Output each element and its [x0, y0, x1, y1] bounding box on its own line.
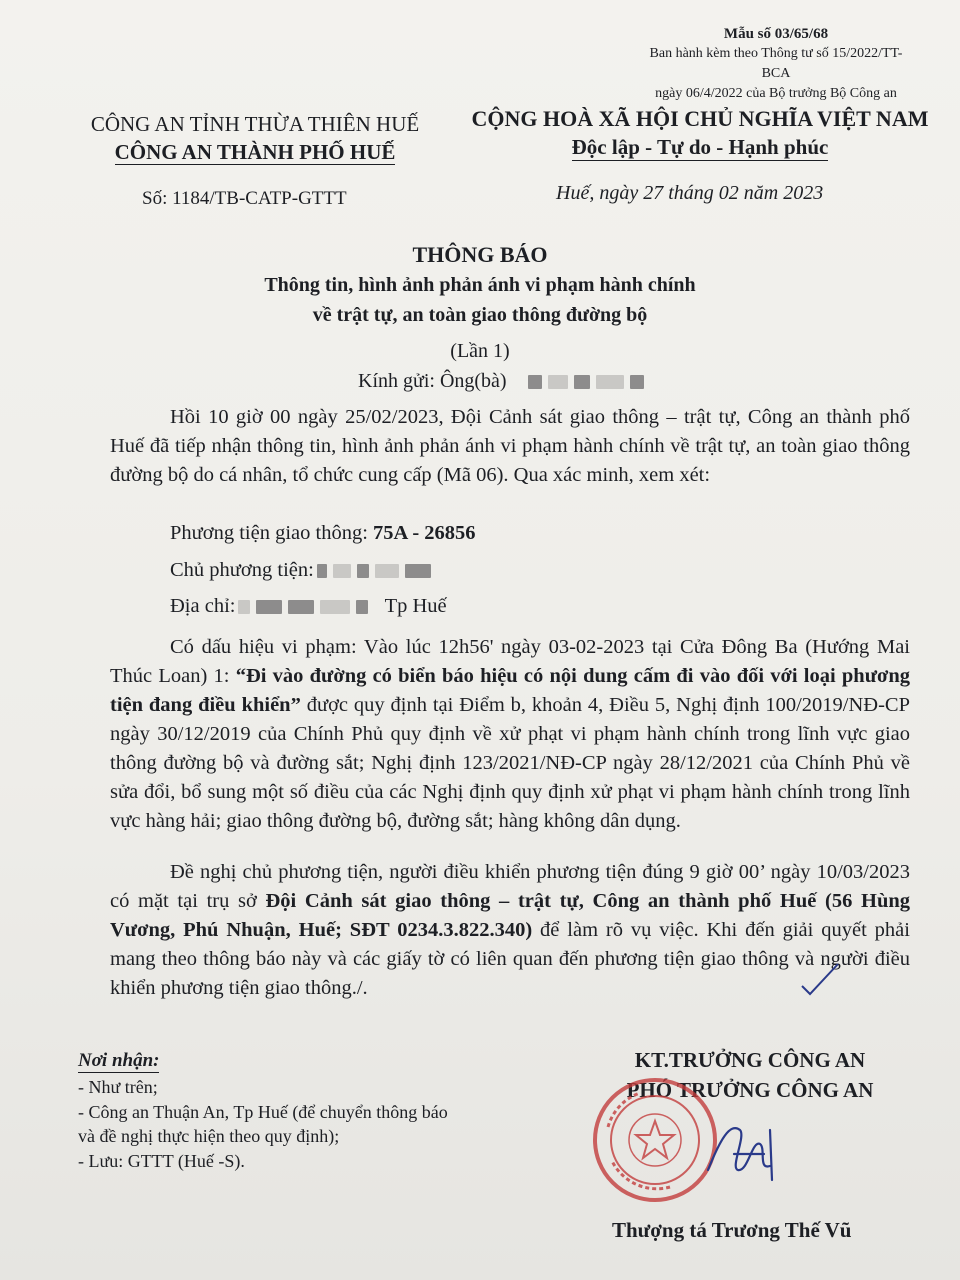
handwritten-signature — [700, 1110, 790, 1190]
redacted-name — [630, 375, 644, 389]
document-number: Số: 1184/TB-CATP-GTTT — [142, 188, 347, 209]
redacted-name — [548, 375, 568, 389]
form-code: Mẫu số 03/65/68 — [723, 26, 829, 42]
form-code-block — [636, 24, 916, 104]
ink-tick-mark — [800, 958, 840, 998]
violation-legal-basis: được quy định tại Điểm b, khoản 4, Điều 5, Nghị định 100/2019/NĐ-CP ngày 30/12/2019 của Chính Phủ quy định về xử phạt vi phạm hành chính trong lĩnh vực giao thông đường bộ và đường sắt; Nghị định 123/2021/NĐ-CP ngày 28/12/2021 của Chính Phủ về sửa đổi, bổ sung một số điều của các Nghị định quy định xử phạt vi phạm hành chính trong lĩnh vực hàng hải; giao thông đường bộ, đường sắt; hàng không dân dụng. — [110, 694, 911, 832]
form-code-line2: ngày 06/4/2022 của Bộ trưởng Bộ Công an — [655, 86, 897, 101]
redacted-address — [288, 600, 314, 614]
recipient-item: - Công an Thuận An, Tp Huế (để chuyển thông báo — [78, 1101, 448, 1122]
redacted-owner — [375, 564, 399, 578]
request-location: Đội Cảnh sát giao thông – trật tự, Công an thành phố Huế (56 Hùng Vương, Phú Nhuận, Huế; SĐT 0234.3.822.340) — [110, 890, 911, 941]
signer-name: Thượng tá Trương Thế Vũ — [612, 1218, 852, 1242]
vehicle-plate: 75A - 26856 — [373, 522, 476, 544]
nation-header — [460, 104, 940, 165]
nation-motto: Độc lập - Tự do - Hạnh phúc — [571, 135, 829, 159]
redacted-owner — [333, 564, 351, 578]
paragraph-violation — [110, 633, 910, 836]
owner-label: Chủ phương tiện: — [170, 559, 314, 581]
vehicle-label: Phương tiện giao thông: — [170, 522, 368, 544]
redacted-owner — [317, 564, 327, 578]
violation-intro: Có dấu hiệu vi phạm: Vào lúc 12h56' ngày 03-02-2023 tại Cửa Đông Ba (Hướng Mai Thúc Loan) 1: — [110, 636, 910, 687]
owner-line — [170, 559, 434, 582]
redacted-owner — [405, 564, 431, 578]
violation-description: “Đi vào đường có biển báo hiệu có nội dung cấm đi vào đối với loại phương tiện đang điều khiển” — [110, 665, 911, 716]
vehicle-line — [170, 522, 476, 545]
redacted-address — [238, 600, 250, 614]
recipients-block — [78, 1048, 448, 1173]
address-label: Địa chỉ: — [170, 595, 236, 617]
recipients-heading: Nơi nhận: — [78, 1050, 160, 1071]
issuer-header — [60, 110, 450, 166]
document-title: THÔNG BÁO — [412, 242, 548, 267]
recipient-item: và đề nghị thực hiện theo quy định); — [78, 1126, 340, 1146]
subtitle-line1: Thông tin, hình ảnh phản ánh vi phạm hành chính — [264, 274, 696, 296]
redacted-address — [356, 600, 368, 614]
request-intro: Đề nghị chủ phương tiện, người điều khiển phương tiện đúng 9 giờ 00’ ngày 10/03/2023 có mặt tại trụ sở — [110, 861, 910, 912]
form-code-line1: Ban hành kèm theo Thông tư số 15/2022/TT-BCA — [649, 46, 903, 81]
redacted-name — [528, 375, 542, 389]
redacted-address — [320, 600, 350, 614]
subtitle-line2: về trật tự, an toàn giao thông đường bộ — [312, 304, 648, 326]
signature-title-line2: PHÓ TRƯỞNG CÔNG AN — [626, 1078, 874, 1102]
nation-name: CỘNG HOÀ XÃ HỘI CHỦ NGHĨA VIỆT NAM — [471, 106, 929, 131]
addressee-label: Kính gửi: Ông(bà) — [358, 370, 507, 392]
document-date: Huế, ngày 27 tháng 02 năm 2023 — [556, 182, 824, 204]
address-line — [170, 595, 447, 618]
signature-title-line1: KT.TRƯỞNG CÔNG AN — [634, 1048, 866, 1072]
paragraph-request — [110, 858, 910, 1003]
address-city: Tp Huế — [384, 595, 447, 617]
issuer-parent: CÔNG AN TỈNH THỪA THIÊN HUẾ — [90, 112, 420, 136]
issuer-unit: CÔNG AN THÀNH PHỐ HUẾ — [114, 140, 396, 164]
request-rest: để làm rõ vụ việc. Khi đến giải quyết phải mang theo thông báo này và các giấy tờ có liên quan đến phương tiện giao thông và người điều khiển phương tiện giao thông./. — [110, 919, 910, 999]
recipient-item: - Như trên; — [78, 1077, 158, 1097]
notice-count: (Lần 1) — [450, 340, 510, 362]
document-subtitle — [0, 270, 960, 330]
recipient-item: - Lưu: GTTT (Huế -S). — [78, 1150, 245, 1171]
redacted-name — [596, 375, 624, 389]
paragraph-intro: Hồi 10 giờ 00 ngày 25/02/2023, Đội Cảnh sát giao thông – trật tự, Công an thành phố Huế đã tiếp nhận thông tin, hình ảnh phản ánh vi phạm hành chính về trật tự, an toàn giao thông đường bộ do cá nhân, tổ chức cung cấp (Mã 06). Qua xác minh, xem xét: — [110, 406, 910, 486]
redacted-address — [256, 600, 282, 614]
addressee-line — [358, 370, 647, 393]
redacted-owner — [357, 564, 369, 578]
redacted-name — [574, 375, 590, 389]
